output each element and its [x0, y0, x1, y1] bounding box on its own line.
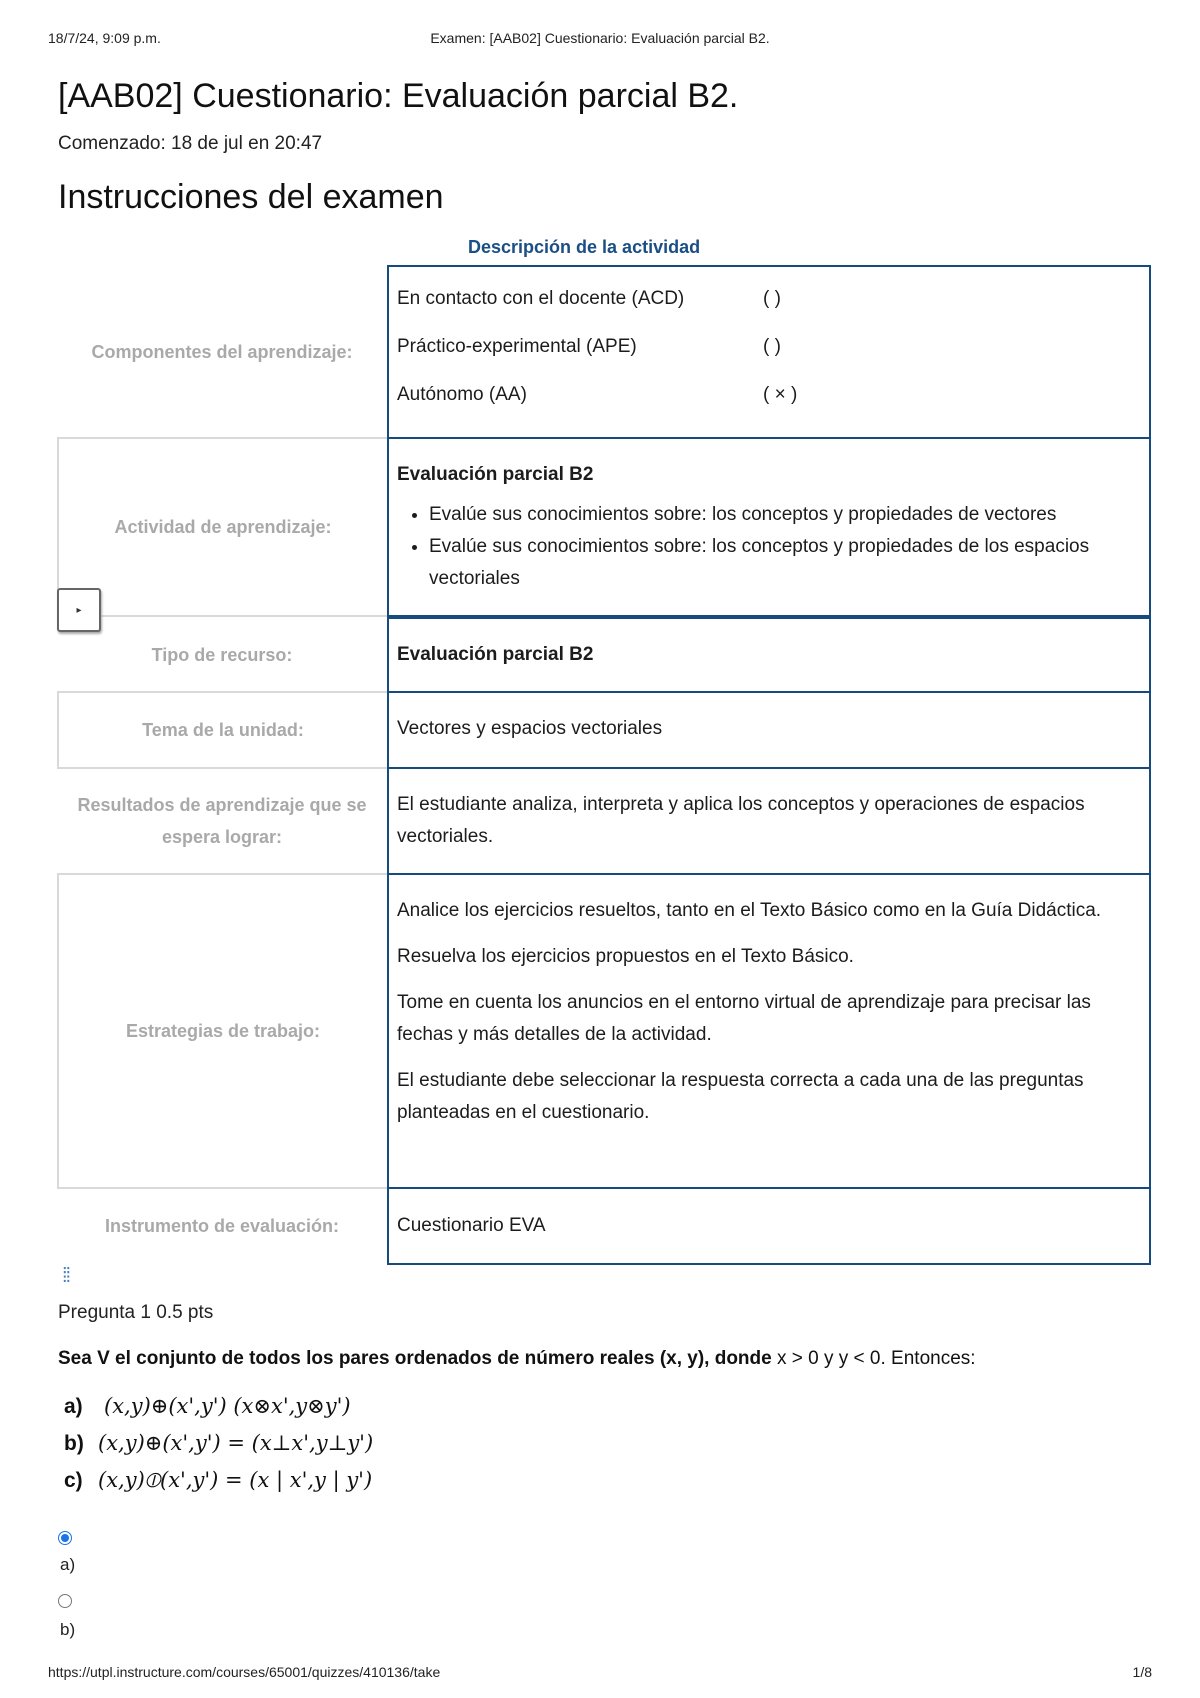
drag-handle-icon[interactable]: ⁞⁞: [62, 1265, 70, 1287]
formula-letter: c): [64, 1469, 83, 1492]
activity-description-title: Descripción de la actividad: [468, 237, 701, 257]
instructions-title: Instrucciones del examen: [58, 178, 444, 216]
answer-radio-a[interactable]: [58, 1531, 72, 1545]
strategy-paragraph: Tome en cuenta los anuncios en el entorno virtual de aprendizaje para precisar las fechas y más detalles de la actividad.: [397, 992, 1091, 1045]
activity-bullets: [397, 499, 1141, 595]
table-row-unit-topic: [57, 691, 1151, 769]
formula-line: [64, 1394, 351, 1419]
table-row-expected-results: [57, 767, 1151, 875]
instrument-label: Instrumento de evaluación:: [104, 1216, 340, 1236]
strategy-paragraph: El estudiante debe seleccionar la respuesta correcta a cada una de las preguntas planteadas en el cuestionario.: [397, 1070, 1084, 1123]
answer-radio-b[interactable]: [58, 1594, 72, 1608]
formula-expression: (x,y)⊕(x',y') (x⊗x',y⊗y'): [104, 1394, 351, 1418]
page-title: [AAB02] Cuestionario: Evaluación parcial B2.: [58, 77, 739, 115]
play-icon: ▸: [76, 604, 82, 616]
question-header: Pregunta 1 0.5 pts: [58, 1302, 214, 1323]
resource-content: [387, 617, 1151, 693]
component-mark: ( × ): [763, 384, 798, 405]
table-row-activity: [57, 437, 1151, 617]
strategy-paragraph: Resuelva los ejercicios propuestos en el Texto Básico.: [397, 946, 854, 967]
print-doc-title: Examen: [AAB02] Cuestionario: Evaluación parcial B2.: [430, 30, 770, 46]
table-row-strategies: [57, 873, 1151, 1189]
component-name: En contacto con el docente (ACD): [397, 288, 685, 309]
strategies-label: Estrategias de trabajo:: [57, 873, 387, 1189]
expected-results-value: El estudiante analiza, interpreta y aplica los conceptos y operaciones de espacios vectoriales.: [397, 794, 1085, 847]
activity-bullet: • Evalúe sus conocimientos sobre: los conceptos y propiedades de los espacios vectoriales: [429, 531, 1141, 595]
question-text: [58, 1348, 976, 1370]
component-name: Práctico-experimental (APE): [397, 336, 637, 357]
activity-label: Actividad de aprendizaje:: [57, 437, 387, 617]
activity-bullet: • Evalúe sus conocimientos sobre: los conceptos y propiedades de vectores: [429, 499, 1141, 531]
question-text-bold: Sea V el conjunto de todos los pares ordenados de número reales (x, y), donde: [58, 1348, 772, 1369]
expand-button[interactable]: [57, 588, 101, 632]
footer-url: https://utpl.instructure.com/courses/65001/quizzes/410136/take: [48, 1664, 441, 1680]
unit-topic-label: Tema de la unidad:: [57, 691, 387, 769]
print-date: 18/7/24, 9:09 p.m.: [48, 30, 161, 46]
resource-label: Tipo de recurso:: [151, 645, 293, 665]
unit-topic-content: [387, 691, 1151, 769]
print-header: [48, 30, 1152, 54]
component-mark: ( ): [763, 336, 781, 357]
component-item: [397, 323, 1141, 371]
instrument-value: Cuestionario EVA: [397, 1215, 546, 1236]
formula-expression: (x,y)⊕(x',y') = (x⊥x',y⊥y'): [98, 1431, 374, 1455]
formula-letter: a): [64, 1395, 83, 1418]
question-text-normal: x > 0 y y < 0. Entonces:: [771, 1348, 976, 1369]
expected-results-label: Resultados de aprendizaje que se espera lograr:: [77, 795, 367, 847]
started-timestamp: Comenzado: 18 de jul en 20:47: [58, 133, 323, 154]
component-mark: ( ): [763, 288, 781, 309]
expected-results-content: [387, 767, 1151, 875]
strategies-content: [387, 873, 1151, 1189]
table-row-instrument: [57, 1187, 1151, 1265]
instrument-content: [387, 1187, 1151, 1265]
answer-label-a[interactable]: a): [60, 1555, 76, 1574]
strategy-paragraph: Analice los ejercicios resueltos, tanto en el Texto Básico como en la Guía Didáctica.: [397, 900, 1102, 921]
footer-page-number: 1/8: [1132, 1664, 1152, 1680]
activity-content: [387, 437, 1151, 617]
components-label: Componentes del aprendizaje:: [91, 342, 353, 362]
formula-expression: (x,y)⦶(x',y') = (x | x',y | y'): [98, 1468, 373, 1492]
table-row-components: [57, 265, 1151, 439]
components-content: [387, 265, 1151, 439]
activity-heading: Evaluación parcial B2: [397, 464, 594, 485]
component-item: [397, 275, 1141, 323]
table-row-resource: [57, 617, 1151, 693]
component-item: [397, 371, 1141, 419]
formula-letter: b): [64, 1432, 84, 1455]
answer-label-b[interactable]: b): [60, 1620, 76, 1639]
formula-line: [64, 1468, 372, 1493]
unit-topic-value: Vectores y espacios vectoriales: [397, 718, 663, 739]
formula-line: [64, 1431, 373, 1456]
resource-value: Evaluación parcial B2: [397, 644, 594, 665]
component-name: Autónomo (AA): [397, 384, 527, 405]
